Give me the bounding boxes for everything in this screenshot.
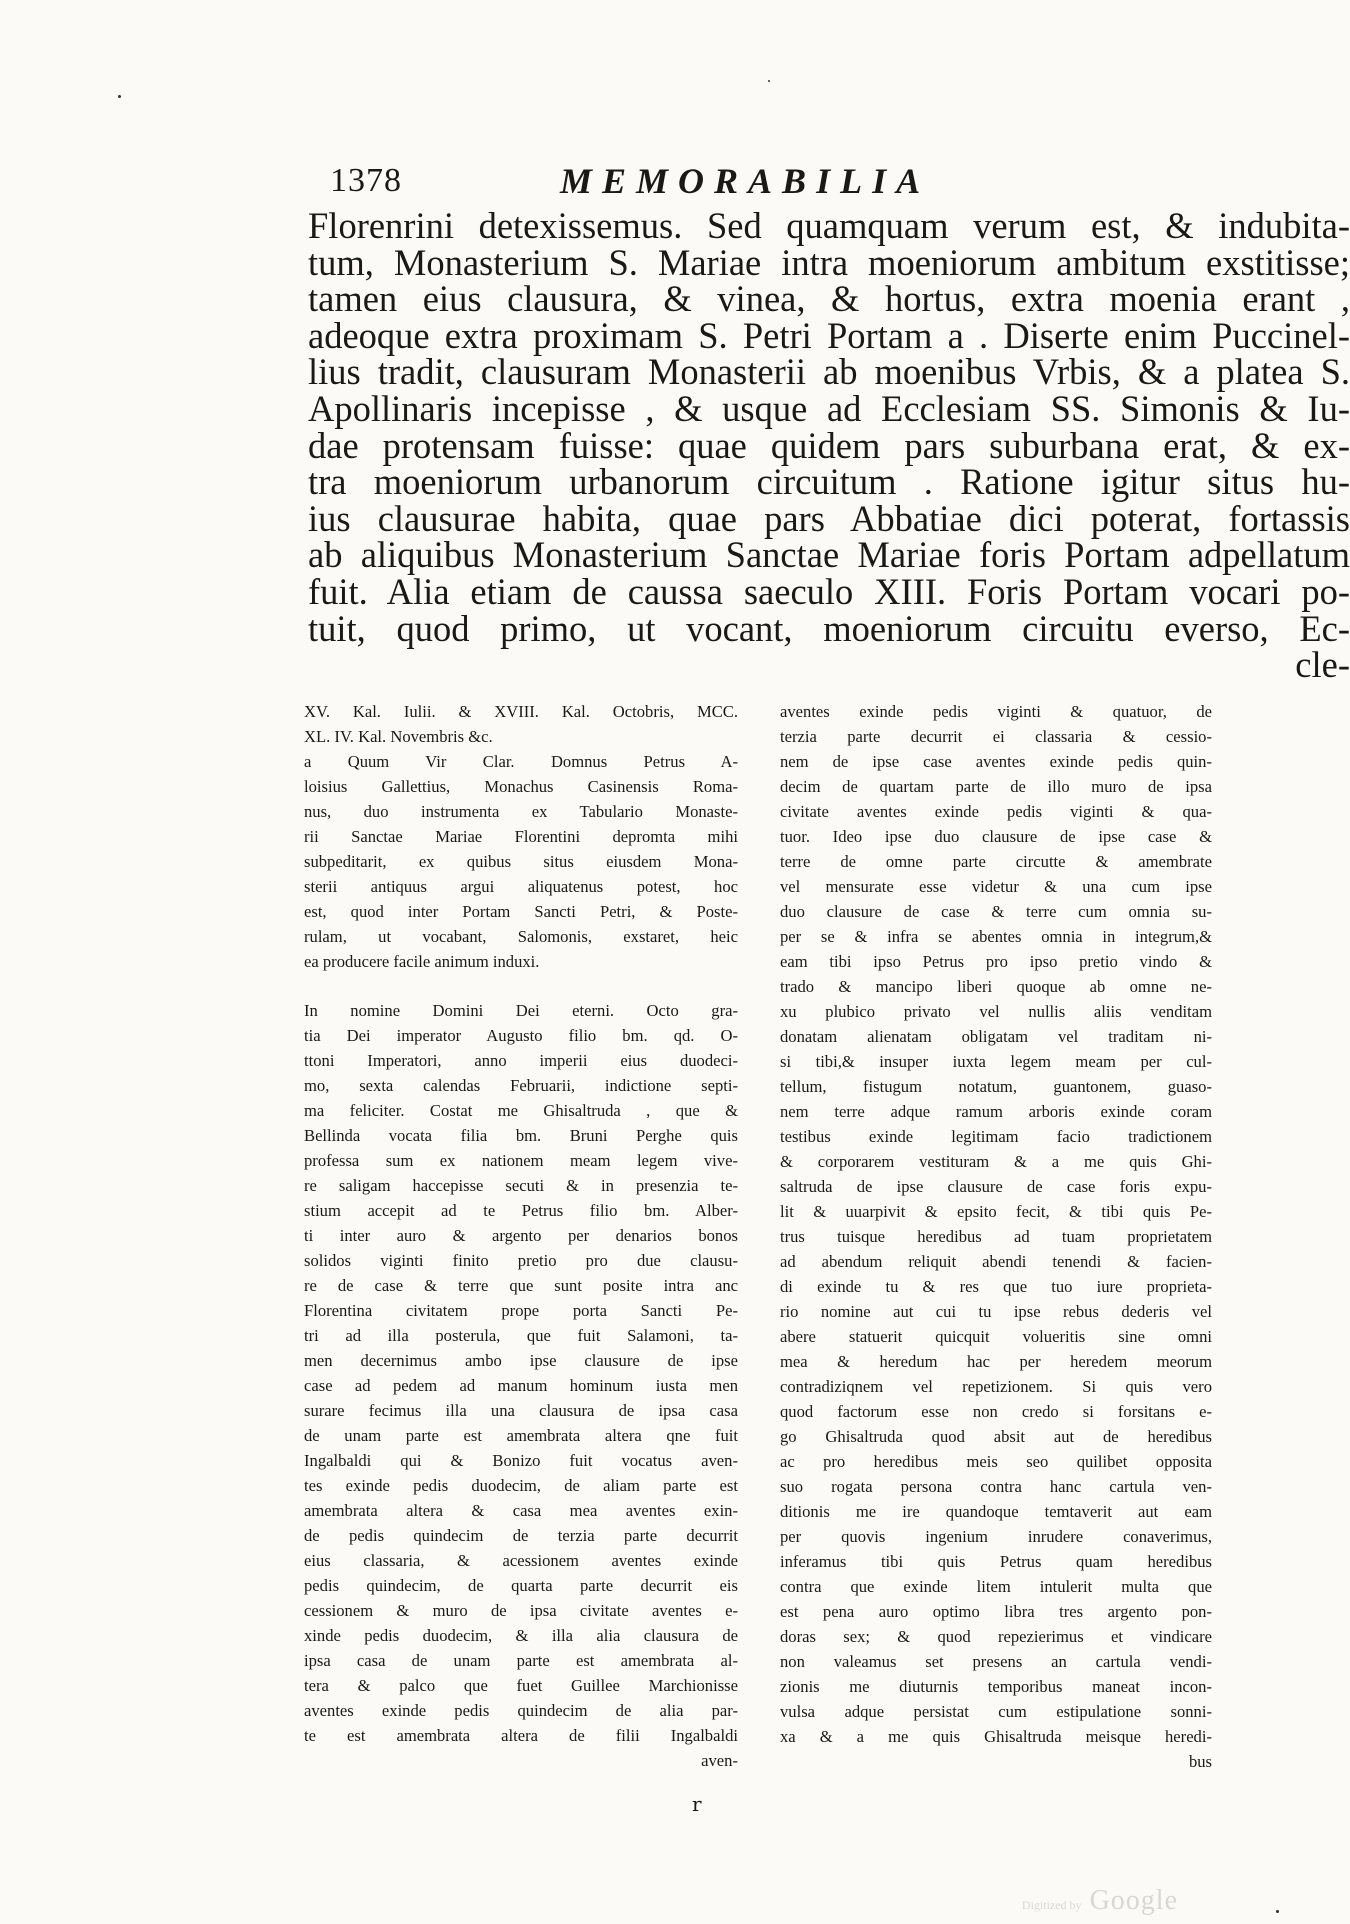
document-line: xa & a me quis Ghisaltruda meisque heredi- xyxy=(780,1727,1212,1746)
document-line: trado & mancipo liberi quoque ab omne ne- xyxy=(780,977,1212,996)
right-column xyxy=(780,699,1212,1774)
document-line: pedis quindecim, de quarta parte decurrit eis xyxy=(304,1576,738,1595)
footnote-line: rulam, ut vocabant, Salomonis, exstaret, heic xyxy=(304,927,738,946)
document-line: Bellinda vocata filia bm. Bruni Perghe quis xyxy=(304,1126,738,1145)
page-header xyxy=(330,160,950,210)
document-line: ttoni Imperatori, anno imperii eius duodeci- xyxy=(304,1051,738,1070)
document-line: tia Dei imperator Augusto filio bm. qd. O- xyxy=(304,1026,738,1045)
footnote-line: ea producere facile animum induxi. xyxy=(304,952,540,971)
watermark-brand: Google xyxy=(1089,1885,1178,1916)
main-text-block xyxy=(308,205,1350,686)
main-text-line: tuit, quod primo, ut vocant, moeniorum circuitu everso, Ec- xyxy=(308,607,1350,649)
main-text-line: ius clausurae habita, quae pars Abbatiae dici poterat, fortassis xyxy=(308,497,1350,539)
document-line: per se & infra se abentes omnia in integrum,& xyxy=(780,927,1212,946)
footnote-line: loisius Gallettius, Monachus Casinensis Roma- xyxy=(304,777,738,796)
document-line: donatam alienatam obligatam vel traditam ni- xyxy=(780,1027,1212,1046)
footer-mark: r xyxy=(692,1792,702,1816)
document-line: per quovis ingenium inrudere conaverimus, xyxy=(780,1527,1212,1546)
document-line: ma feliciter. Costat me Ghisaltruda , que & xyxy=(304,1101,738,1120)
main-text-line: tamen eius clausura, & vinea, & hortus, extra moenia erant , xyxy=(308,278,1350,320)
document-line: zionis me diuturnis temporibus maneat incon- xyxy=(780,1677,1212,1696)
main-text-line: tra moeniorum urbanorum circuitum . Ratione igitur situs hu- xyxy=(308,461,1350,503)
main-text-line: adeoque extra proximam S. Petri Portam a . Diserte enim Puccinel- xyxy=(308,314,1350,356)
document-line: mo, sexta calendas Februarii, indictione septi- xyxy=(304,1076,738,1095)
document-line: & corporarem vestituram & a me quis Ghi- xyxy=(780,1152,1212,1171)
document-line: saltruda de ipse clausure de case foris expu- xyxy=(780,1177,1212,1196)
document-line: contradiziqnem vel repetizionem. Si quis vero xyxy=(780,1377,1212,1396)
document-line: vulsa adque persistat cum estipulatione sonni- xyxy=(780,1702,1212,1721)
date-line: XV. Kal. Iulii. & XVIII. Kal. Octobris, MCC. xyxy=(304,702,738,721)
document-line: suo rogata persona contra hanc cartula ven- xyxy=(780,1477,1212,1496)
document-line: tellum, fistugum notatum, guantonem, guaso- xyxy=(780,1077,1212,1096)
main-text-line: dae protensam fuisse: quae quidem pars suburbana erat, & ex- xyxy=(308,424,1350,466)
document-line: contra que exinde litem intulerit multa que xyxy=(780,1577,1212,1596)
document-line: xinde pedis duodecim, & illa alia clausura de xyxy=(304,1626,738,1645)
column-catchword: aven- xyxy=(701,1751,738,1770)
document-line: mea & heredum hac per heredem meorum xyxy=(780,1352,1212,1371)
main-text-line: tum, Monasterium S. Mariae intra moeniorum ambitum exstitisse; xyxy=(308,241,1350,283)
document-line: Florentina civitatem prope porta Sancti Pe- xyxy=(304,1301,738,1320)
document-line: aventes exinde pedis viginti & quatuor, de xyxy=(780,702,1212,721)
document-line: tes exinde pedis duodecim, de aliam parte est xyxy=(304,1476,738,1495)
document-line: Ingalbaldi qui & Bonizo fuit vocatus aven- xyxy=(304,1451,738,1470)
document-line: lit & uuarpivit & epsito fecit, & tibi quis Pe- xyxy=(780,1202,1212,1221)
scan-speck xyxy=(118,95,121,98)
document-line: tera & palco que fuet Guillee Marchionisse xyxy=(304,1676,738,1695)
document-line: duo clausure de case & terre cum omnia su- xyxy=(780,902,1212,921)
document-line: ti inter auro & argento per denarios bonos xyxy=(304,1226,738,1245)
document-line: decim de quartam parte de illo muro de ipsa xyxy=(780,777,1212,796)
digitization-watermark xyxy=(1022,1885,1178,1917)
footnote-line: a Quum Vir Clar. Domnus Petrus A- xyxy=(304,752,738,771)
scan-speck xyxy=(1276,1910,1279,1913)
document-line: xu plubico privato vel nullis aliis venditam xyxy=(780,1002,1212,1021)
page-number: 1378 xyxy=(330,162,402,199)
document-line: inferamus tibi quis Petrus quam heredibus xyxy=(780,1552,1212,1571)
footnote-line: nus, duo instrumenta ex Tabulario Monaste- xyxy=(304,802,738,821)
document-line: men decernimus ambo ipse clausure de ipse xyxy=(304,1351,738,1370)
main-text-line: lius tradit, clausuram Monasterii ab moenibus Vrbis, & a platea S. xyxy=(308,351,1350,393)
date-line: XL. IV. Kal. Novembris &c. xyxy=(304,727,493,746)
footnote-line: sterii antiquus argui aliquatenus potest, hoc xyxy=(304,877,738,896)
document-line: rio nomine aut cui tu ipse rebus dederis vel xyxy=(780,1302,1212,1321)
document-line: civitate aventes exinde pedis viginti & qua- xyxy=(780,802,1212,821)
document-line: non valeamus set presens an cartula vendi- xyxy=(780,1652,1212,1671)
column-catchword: bus xyxy=(1188,1752,1212,1771)
document-line: case ad pedem ad manum hominum iusta men xyxy=(304,1376,738,1395)
document-line: re saligam haccepisse secuti & in presenzia te- xyxy=(304,1176,738,1195)
document-line: In nomine Domini Dei eterni. Octo gra- xyxy=(304,1001,738,1020)
document-line: est pena auro optimo libra tres argento pon- xyxy=(780,1602,1212,1621)
document-line: stium accepit ad te Petrus filio bm. Alber- xyxy=(304,1201,738,1220)
document-line: eam tibi ipso Petrus pro ipso pretio vindo & xyxy=(780,952,1212,971)
document-line: surare fecimus illa una clausura de ipsa casa xyxy=(304,1401,738,1420)
document-line: amembrata altera & casa mea aventes exin- xyxy=(304,1501,738,1520)
document-line: vel mensurate esse videtur & una cum ipse xyxy=(780,877,1212,896)
document-line: go Ghisaltruda quod absit aut de heredibus xyxy=(780,1427,1212,1446)
main-text-line: fuit. Alia etiam de caussa saeculo XIII. Foris Portam vocari po- xyxy=(308,570,1350,612)
document-line: testibus exinde legitimam facio tradictionem xyxy=(780,1127,1212,1146)
document-line: doras sex; & quod repezierimus et vindicare xyxy=(780,1627,1212,1646)
footnote-line: rii Sanctae Mariae Florentini depromta mihi xyxy=(304,827,738,846)
left-column xyxy=(304,699,738,1773)
running-title: MEMORABILIA xyxy=(560,161,931,201)
main-text-line: Florenrini detexissemus. Sed quamquam verum est, & indubita- xyxy=(308,205,1350,246)
catchword: cle- xyxy=(1295,644,1350,686)
document-line: nem terre adque ramum arboris exinde coram xyxy=(780,1102,1212,1121)
document-line: ad abendum reliquit abendi tenendi & facien- xyxy=(780,1252,1212,1271)
document-line: trus tuisque heredibus ad tuam proprietatem xyxy=(780,1227,1212,1246)
document-line: terzia parte decurrit ei classaria & cessio- xyxy=(780,727,1212,746)
document-line: tuor. Ideo ipse duo clausure de ipse case & xyxy=(780,827,1212,846)
document-line: terre de omne parte circutte & amembrate xyxy=(780,852,1212,871)
document-line: si tibi,& insuper iuxta legem meam per cul- xyxy=(780,1052,1212,1071)
document-line: tri ad illa posterula, que fuit Salamoni, ta- xyxy=(304,1326,738,1345)
document-line: de unam parte est amembrata altera qne fuit xyxy=(304,1426,738,1445)
watermark-prefix: Digitized by xyxy=(1021,1898,1082,1912)
footnote-line: subpeditarit, ex quibus situs eiusdem Mona- xyxy=(304,852,738,871)
document-line: abere statuerit quicquit volueritis sine omni xyxy=(780,1327,1212,1346)
document-line: ipsa casa de unam parte est amembrata al- xyxy=(304,1651,738,1670)
document-line: professa sum ex nationem meam legem vive- xyxy=(304,1151,738,1170)
document-line: de pedis quindecim de terzia parte decurrit xyxy=(304,1526,738,1545)
footnote-line: est, quod inter Portam Sancti Petri, & Poste- xyxy=(304,902,738,921)
document-line: nem de ipse case aventes exinde pedis quin- xyxy=(780,752,1212,771)
document-line: eius classaria, & acessionem aventes exinde xyxy=(304,1551,738,1570)
document-line: di exinde tu & res que tuo iure proprieta- xyxy=(780,1277,1212,1296)
main-text-line: Apollinaris incepisse , & usque ad Ecclesiam SS. Simonis & Iu- xyxy=(308,387,1350,429)
document-line: re de case & terre que sunt posite intra anc xyxy=(304,1276,738,1295)
document-line: ditionis me ire quandoque temtaverit aut eam xyxy=(780,1502,1212,1521)
document-line: ac pro heredibus meis seo quilibet opposita xyxy=(780,1452,1212,1471)
scan-speck xyxy=(768,80,770,82)
document-line: cessionem & muro de ipsa civitate aventes e- xyxy=(304,1601,738,1620)
document-line: aventes exinde pedis quindecim de alia par- xyxy=(304,1701,738,1720)
document-line: solidos viginti finito pretio pro due clausu- xyxy=(304,1251,738,1270)
document-line: quod factorum esse non credo si forsitans e- xyxy=(780,1402,1212,1421)
document-line: te est amembrata altera de filii Ingalbaldi xyxy=(304,1726,738,1745)
main-text-line: ab aliquibus Monasterium Sanctae Mariae foris Portam adpellatum xyxy=(308,534,1350,576)
